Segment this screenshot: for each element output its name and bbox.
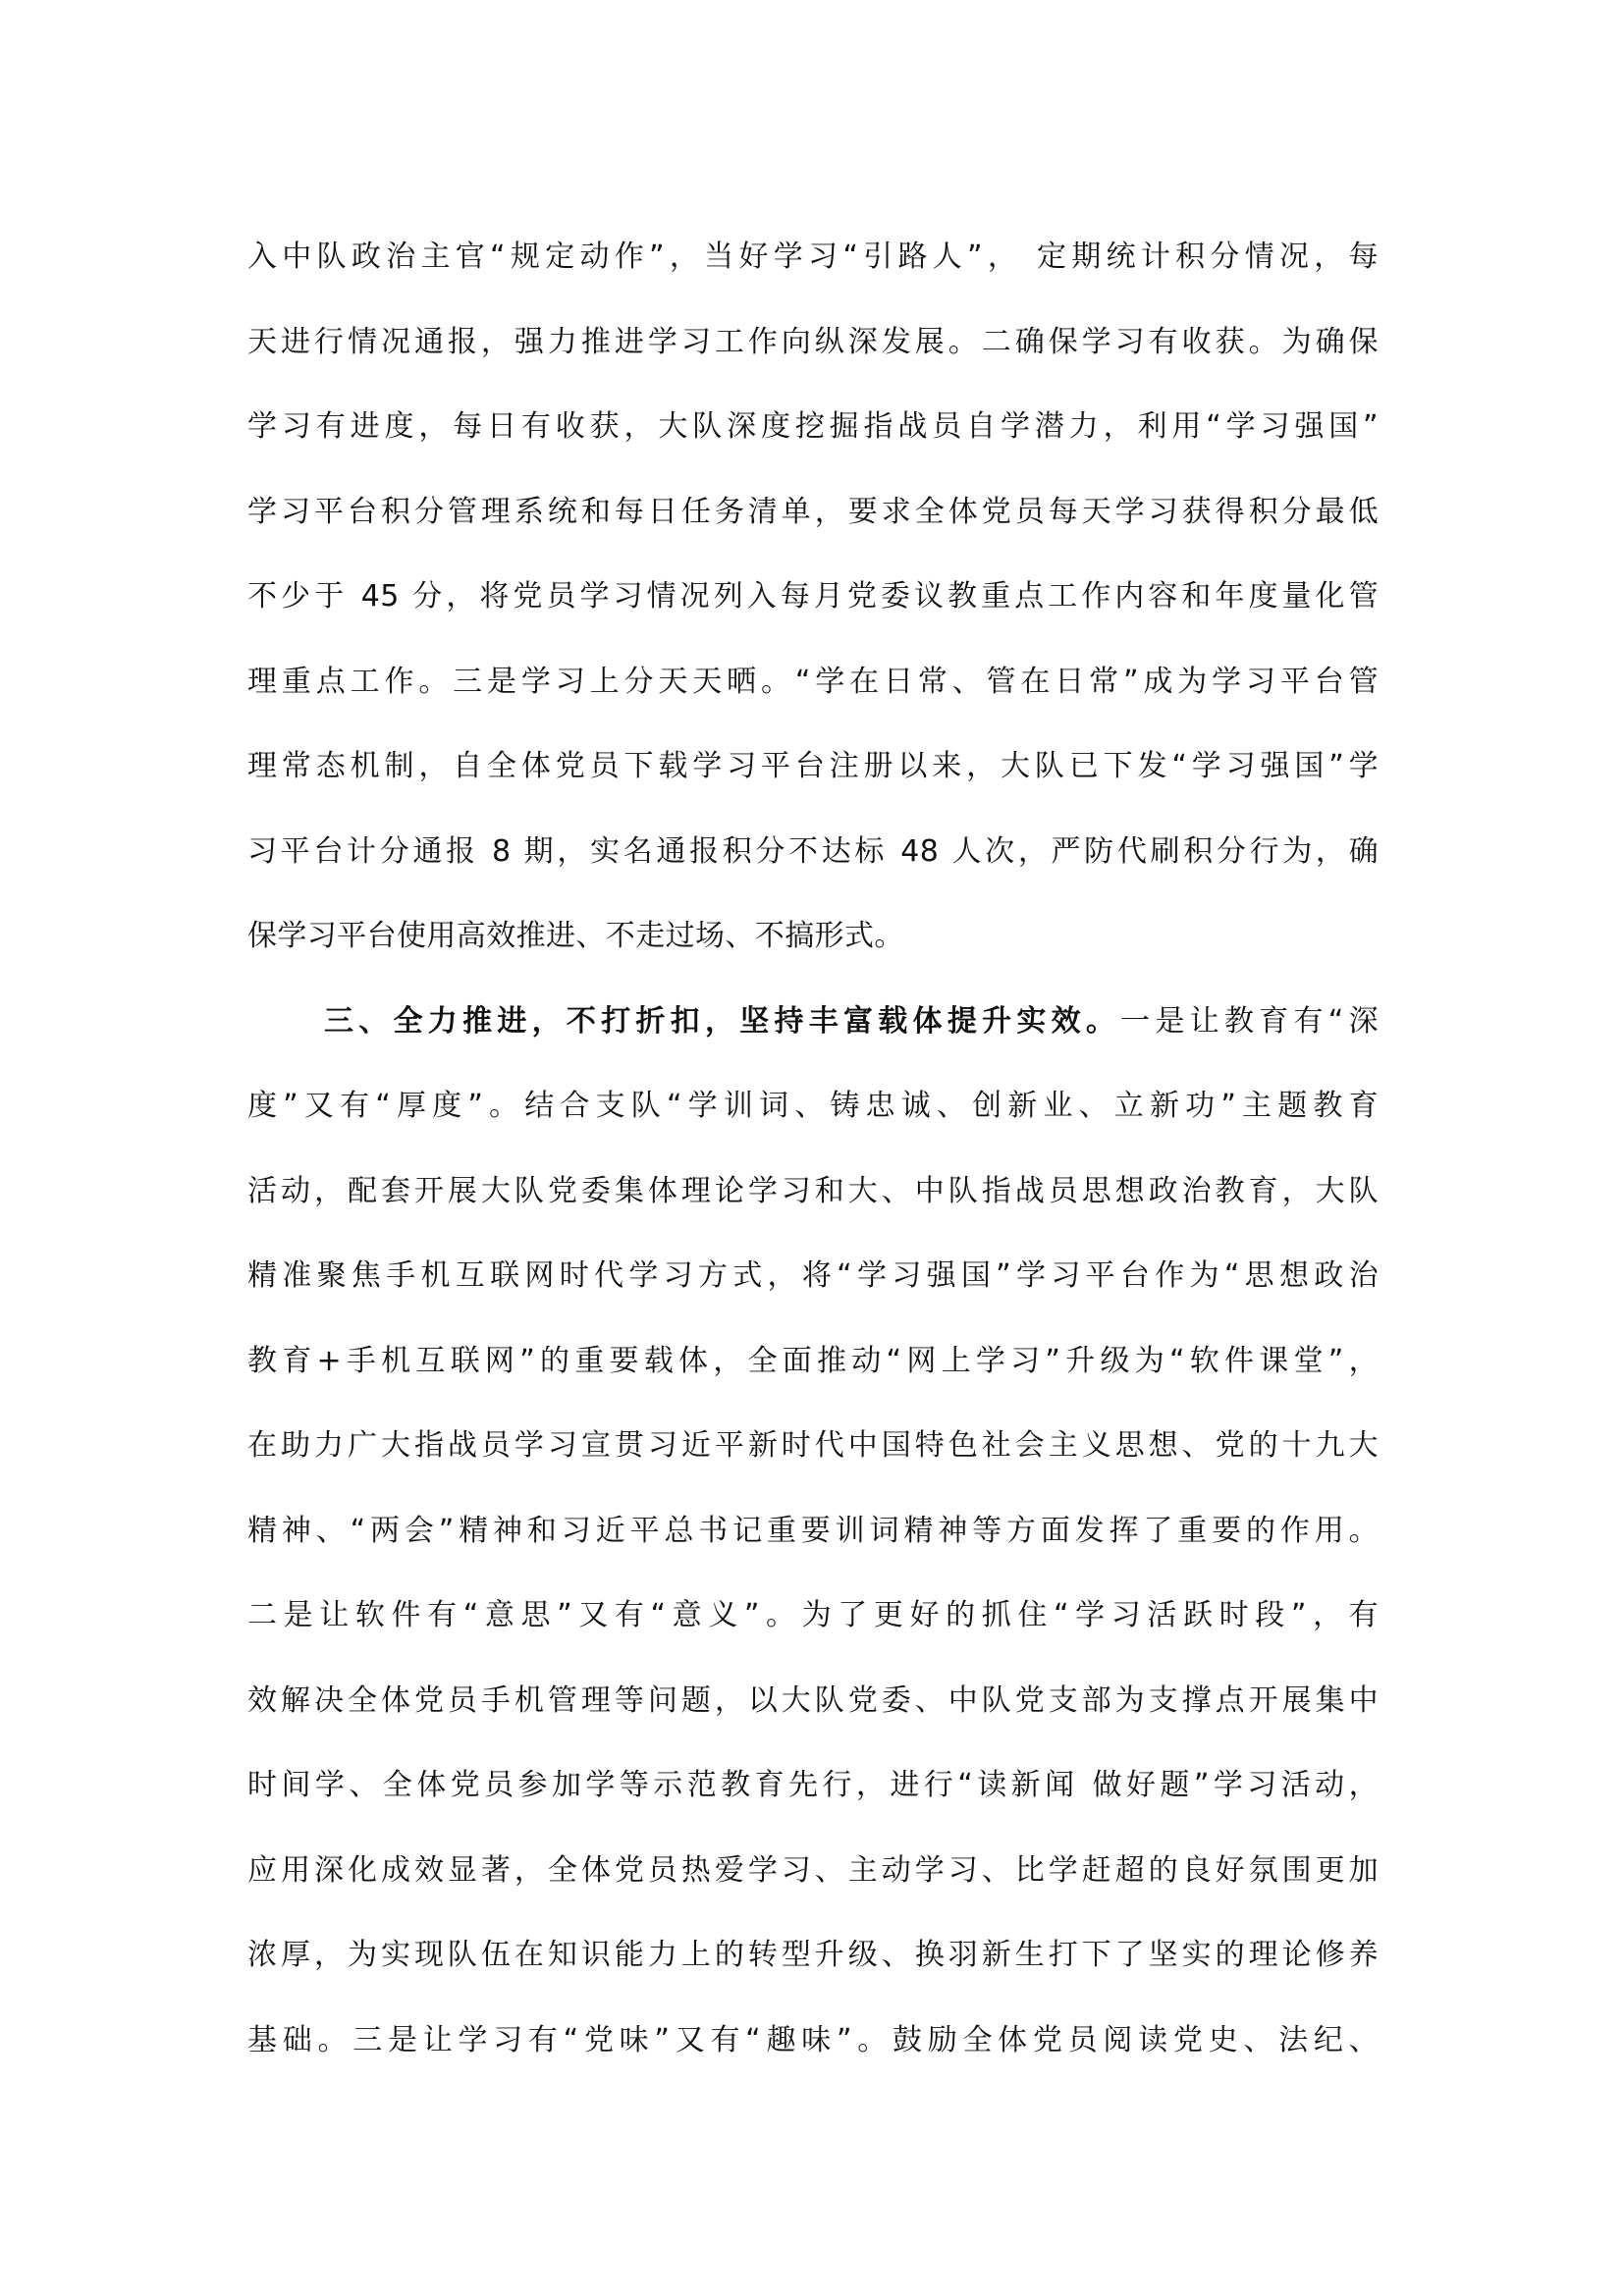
paragraph-line: 基础。三是让学习有“党味”又有“趣味”。鼓励全体党员阅读党史、法纪、 bbox=[247, 2023, 1379, 2057]
paragraph-line: 精准聚焦手机互联网时代学习方式，将“学习强国”学习平台作为“思想政治 bbox=[247, 1258, 1379, 1293]
paragraph-line: 二是让软件有“意思”又有“意义”。为了更好的抓住“学习活跃时段”，有 bbox=[247, 1598, 1379, 1632]
paragraph-line: 不少于 45 分，将党员学习情况列入每月党委议教重点工作内容和年度量化管 bbox=[247, 579, 1379, 614]
paragraph-line: 学习平台积分管理系统和每日任务清单，要求全体党员每天学习获得积分最低 bbox=[247, 495, 1379, 529]
paragraph-line: 精神、“两会”精神和习近平总书记重要训词精神等方面发挥了重要的作用。 bbox=[247, 1514, 1379, 1548]
paragraph-line: 应用深化成效显著，全体党员热爱学习、主动学习、比学赶超的良好氛围更加 bbox=[247, 1853, 1379, 1888]
paragraph-line: 在助力广大指战员学习宣贯习近平新时代中国特色社会主义思想、党的十九大 bbox=[247, 1428, 1379, 1463]
paragraph-line: 度”又有“厚度”。结合支队“学训词、铸忠诚、创新业、立新功”主题教育 bbox=[247, 1089, 1379, 1123]
paragraph-line: 学习有进度，每日有收获，大队深度挖掘指战员自学潜力，利用“学习强国” bbox=[247, 409, 1379, 444]
paragraph-line: 教育+手机互联网”的重要载体，全面推动“网上学习”升级为“软件课堂”， bbox=[247, 1344, 1379, 1378]
paragraph-line: 理常态机制，自全体党员下载学习平台注册以来，大队已下发“学习强国”学 bbox=[247, 749, 1379, 783]
paragraph-line: 活动，配套开展大队党委集体理论学习和大、中队指战员思想政治教育，大队 bbox=[247, 1174, 1379, 1208]
section-heading: 三、全力推进，不打折扣，坚持丰富载体提升实效。 bbox=[324, 1004, 1121, 1039]
heading-line-text: 一是让教育有“深 bbox=[1120, 1004, 1379, 1039]
paragraph-line: 入中队政治主官“规定动作”，当好学习“引路人”， 定期统计积分情况，每 bbox=[247, 240, 1379, 274]
paragraph-line: 浓厚，为实现队伍在知识能力上的转型升级、换羽新生打下了坚实的理论修养 bbox=[247, 1938, 1379, 1972]
paragraph-line: 天进行情况通报，强力推进学习工作向纵深发展。二确保学习有收获。为确保 bbox=[247, 325, 1379, 359]
section-heading-line bbox=[324, 1002, 1379, 1041]
paragraph-line: 理重点工作。三是学习上分天天晒。“学在日常、管在日常”成为学习平台管 bbox=[247, 665, 1379, 699]
paragraph-line: 时间学、全体党员参加学等示范教育先行，进行“读新闻 做好题”学习活动， bbox=[247, 1768, 1379, 1802]
paragraph-line: 效解决全体党员手机管理等问题，以大队党委、中队党支部为支撑点开展集中 bbox=[247, 1683, 1379, 1718]
paragraph-line: 保学习平台使用高效推进、不走过场、不搞形式。 bbox=[247, 919, 904, 953]
paragraph-line: 习平台计分通报 8 期，实名通报积分不达标 48 人次，严防代刷积分行为，确 bbox=[247, 834, 1379, 869]
